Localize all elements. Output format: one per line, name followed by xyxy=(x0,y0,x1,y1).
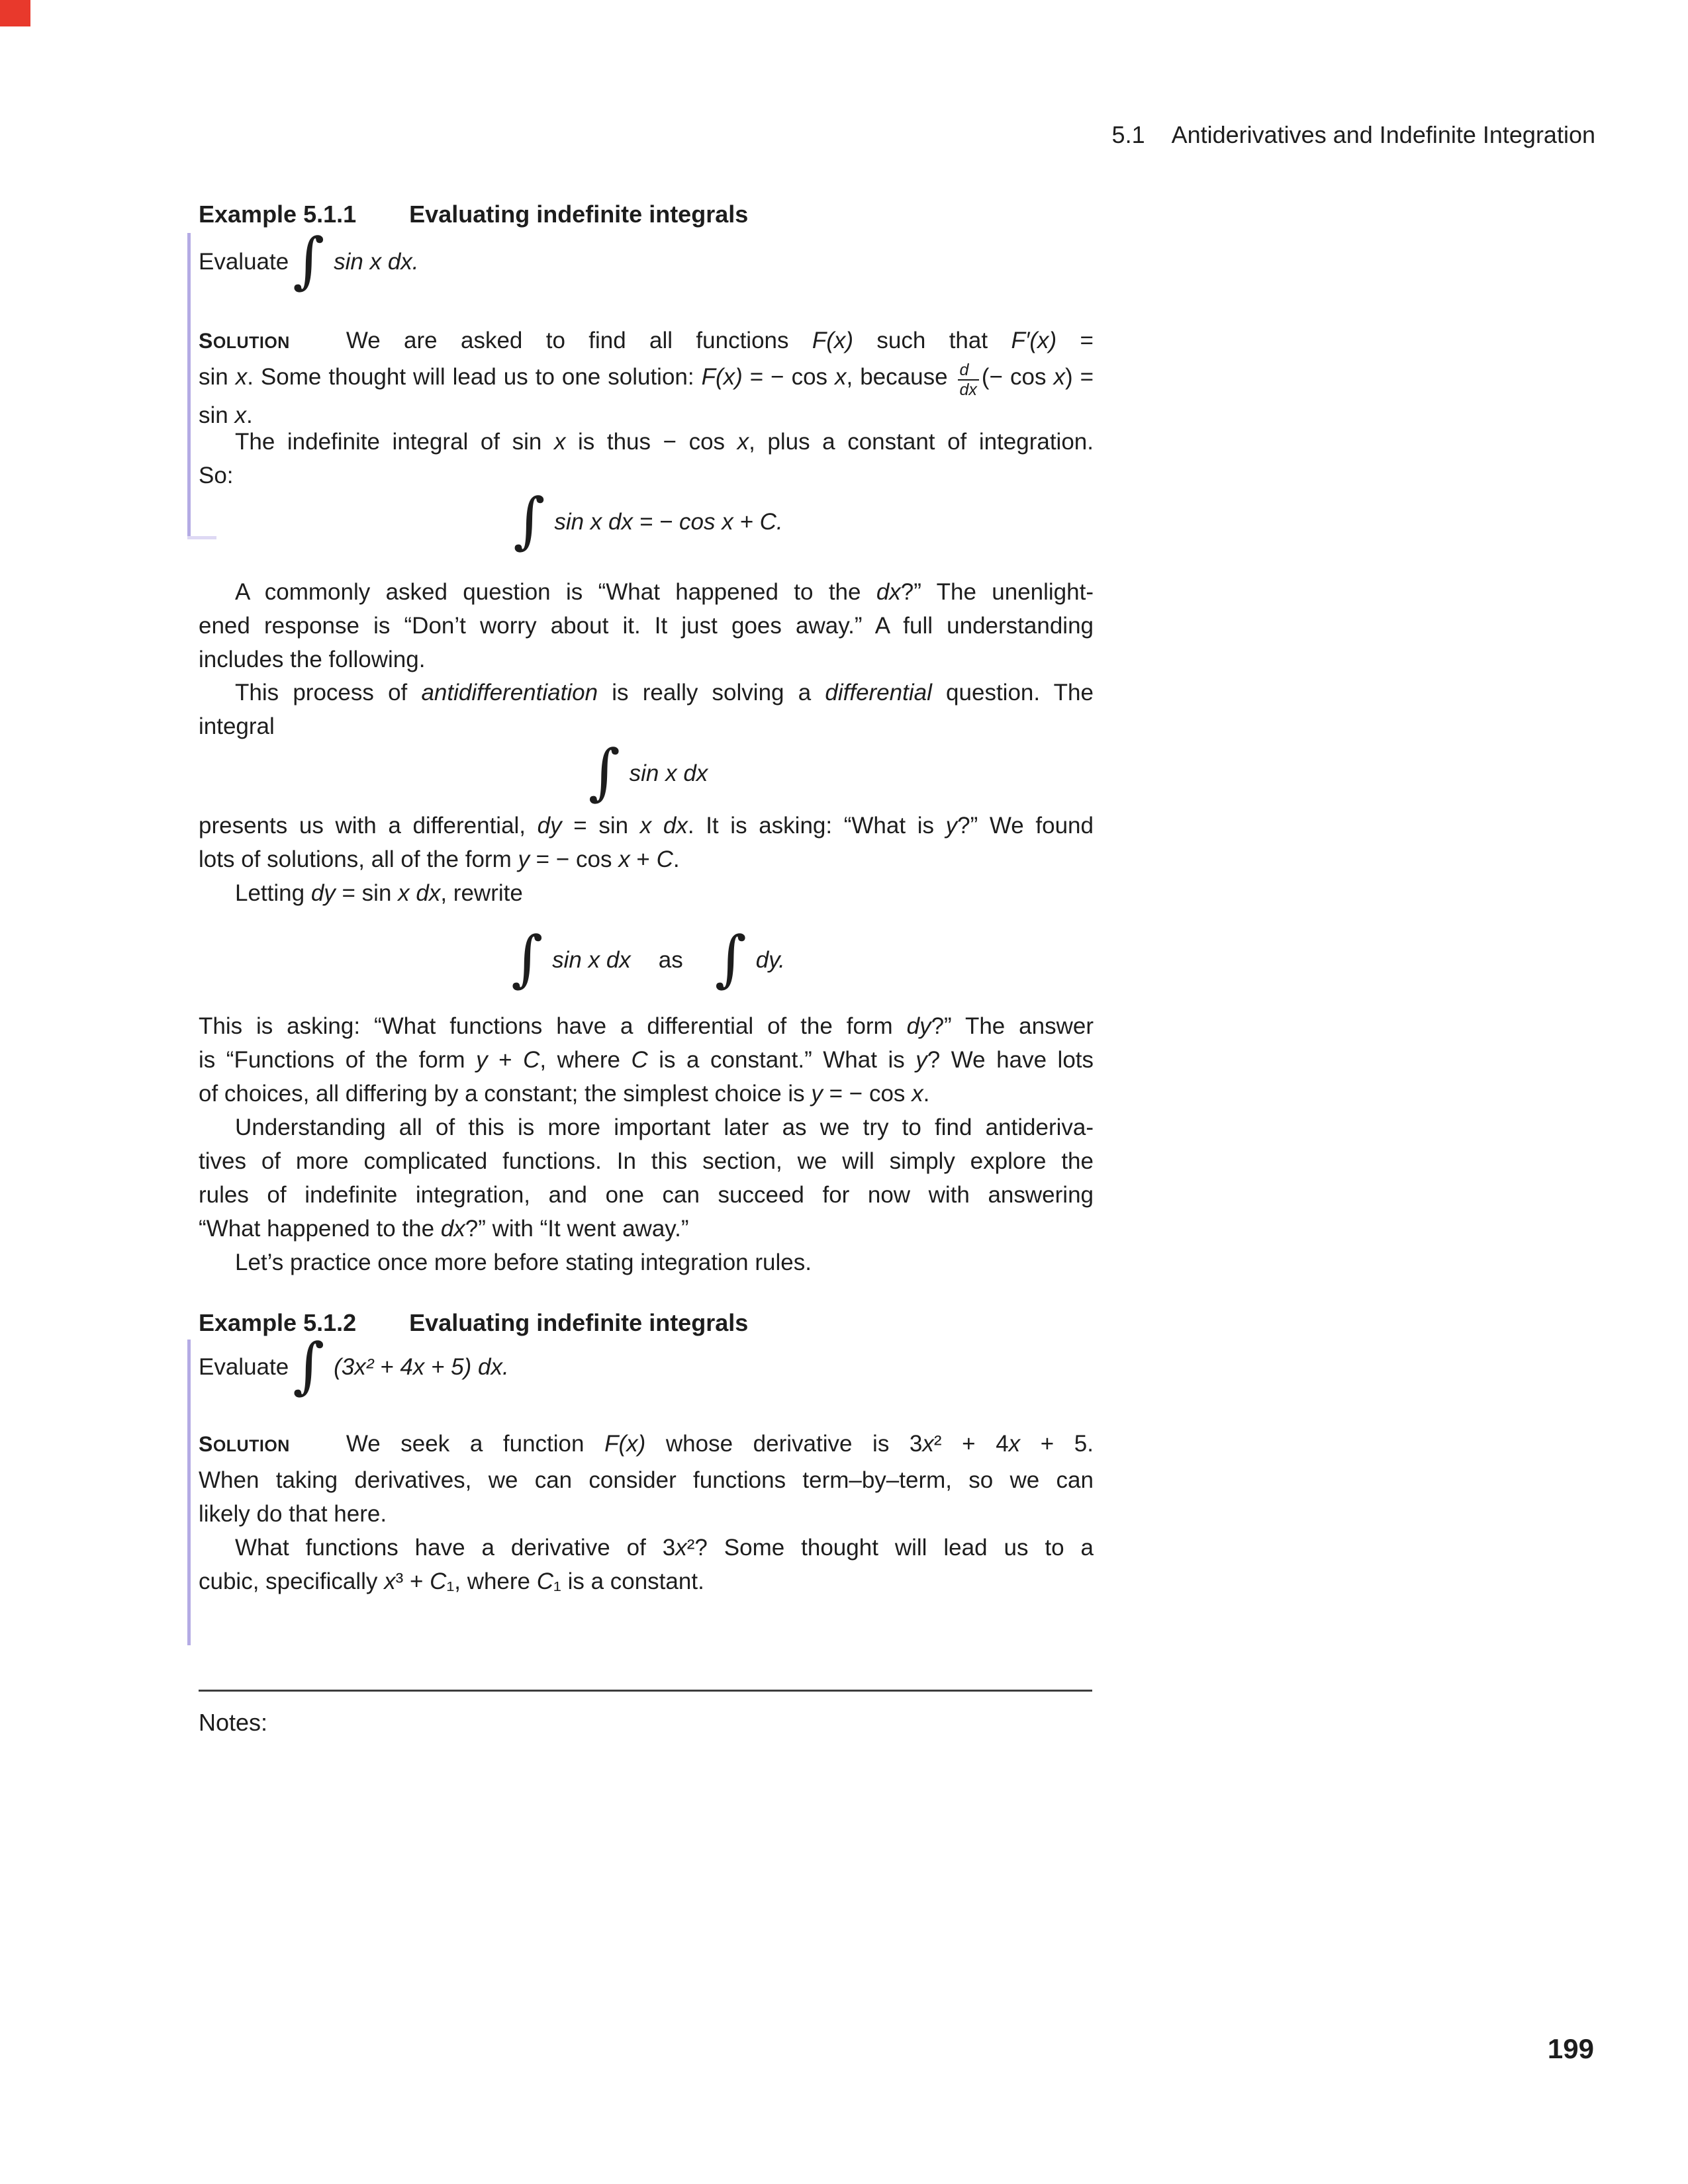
paragraph-solution2 xyxy=(199,1427,1094,1598)
example1-prompt xyxy=(199,225,1094,296)
equation-body-left: sin x dx xyxy=(552,947,631,973)
example2-title xyxy=(199,1309,748,1337)
text-line: “What happened to the dx?” with “It went away.” xyxy=(199,1216,689,1242)
text-line: tives of more complicated functions. In this section, we will simply explore the xyxy=(199,1148,1094,1174)
text-line: likely do that here. xyxy=(199,1501,387,1527)
paragraph-asking xyxy=(199,1009,1094,1279)
text-line: sin x. xyxy=(199,402,253,429)
text-line: So: xyxy=(199,463,234,488)
paragraph-indefinite-integral xyxy=(199,425,1094,492)
prompt-math: (3x² + 4x + 5) dx. xyxy=(334,1354,509,1380)
text-line: integral xyxy=(199,713,275,739)
prompt-pre-text: Evaluate xyxy=(199,1354,289,1380)
prompt-math: sin x dx. xyxy=(334,249,419,275)
text-line: Letting dy = sin x dx, rewrite xyxy=(235,880,523,906)
example2-prompt xyxy=(199,1330,1094,1401)
example1-label: Example 5.1.1 xyxy=(199,201,357,228)
example2-left-rule xyxy=(187,1340,191,1645)
notes-divider-rule xyxy=(199,1690,1092,1692)
equation-body: sin x dx = − cos x + C. xyxy=(554,509,783,535)
example2-heading: Evaluating indefinite integrals xyxy=(409,1309,749,1336)
example1-title xyxy=(199,201,748,228)
red-corner-mark xyxy=(0,0,30,26)
integral-sign: ∫ xyxy=(511,923,543,994)
paragraph-commonly-asked xyxy=(199,575,1094,676)
text-line: This process of antidifferentiation is really solving a differential question. The xyxy=(235,680,1094,705)
text-line: ened response is “Don’t worry about it. It just goes away.” A full understanding xyxy=(199,613,1094,639)
text-line: The indefinite integral of sin x is thus − cos x, plus a constant of integration. xyxy=(235,429,1094,455)
text-line: rules of indefinite integration, and one can succeed for now with answering xyxy=(199,1182,1094,1208)
text-line: A commonly asked question is “What happened to the dx?” The unenlight- xyxy=(235,579,1094,605)
text-line: What functions have a derivative of 3x²? Some thought will lead us to a xyxy=(235,1535,1094,1561)
equation-connector: as xyxy=(658,947,683,973)
display-equation-3 xyxy=(199,923,1094,994)
display-equation-1 xyxy=(199,485,1094,556)
text-line: This is asking: “What functions have a differential of the form dy?” The answer xyxy=(199,1013,1094,1039)
section-number: 5.1 xyxy=(1111,121,1145,148)
prompt-pre-text: Evaluate xyxy=(199,249,289,275)
text-line: sin x. Some thought will lead us to one solution: F(x) = − cos x, because $\frac{d}{dx}$ (− cos x) = xyxy=(199,360,1094,399)
equation-body-right: dy. xyxy=(755,947,785,973)
text-line: Let’s practice once more before stating integration rules. xyxy=(235,1250,812,1275)
integral-sign: ∫ xyxy=(293,225,325,296)
text-line: SOLUTION We are asked to find all functions F(x) such that F′(x) = xyxy=(199,328,1094,353)
text-line: Understanding all of this is more important later as we try to find antideriva- xyxy=(235,1115,1094,1140)
paragraph-process xyxy=(199,676,1094,743)
paragraph-solution1 xyxy=(199,324,1094,432)
running-header xyxy=(1112,121,1595,149)
integral-sign: ∫ xyxy=(513,485,545,556)
text-line: presents us with a differential, dy = sin x dx. It is asking: “What is y?” We found xyxy=(199,813,1094,839)
text-line: lots of solutions, all of the form y = − cos x + C. xyxy=(199,846,680,872)
integral-sign: ∫ xyxy=(293,1330,325,1401)
text-line: SOLUTION We seek a function F(x) whose derivative is 3x² + 4x + 5. xyxy=(199,1431,1094,1457)
equation-body: sin x dx xyxy=(629,760,708,786)
integral-sign: ∫ xyxy=(588,737,620,807)
integral-sign: ∫ xyxy=(714,923,747,994)
text-line: cubic, specifically x³ + C₁, where C₁ is a constant. xyxy=(199,1569,704,1594)
paragraph-presents xyxy=(199,809,1094,910)
fraction: $\frac{d}{dx}$ xyxy=(958,361,979,399)
example1-heading: Evaluating indefinite integrals xyxy=(409,201,749,228)
text-line: of choices, all differing by a constant; the simplest choice is y = − cos x. xyxy=(199,1081,930,1107)
notes-label: Notes: xyxy=(199,1709,268,1736)
section-title: Antiderivatives and Indefinite Integration xyxy=(1171,121,1595,148)
display-equation-2 xyxy=(199,737,1094,807)
example1-left-rule xyxy=(187,233,191,539)
example2-label: Example 5.1.2 xyxy=(199,1309,357,1336)
page-number: 199 xyxy=(1547,2033,1594,2064)
text-line: includes the following. xyxy=(199,647,426,672)
text-line: is “Functions of the form y + C, where C is a constant.” What is y? We have lots xyxy=(199,1047,1094,1073)
text-line: When taking derivatives, we can consider functions term–by–term, so we can xyxy=(199,1467,1094,1493)
